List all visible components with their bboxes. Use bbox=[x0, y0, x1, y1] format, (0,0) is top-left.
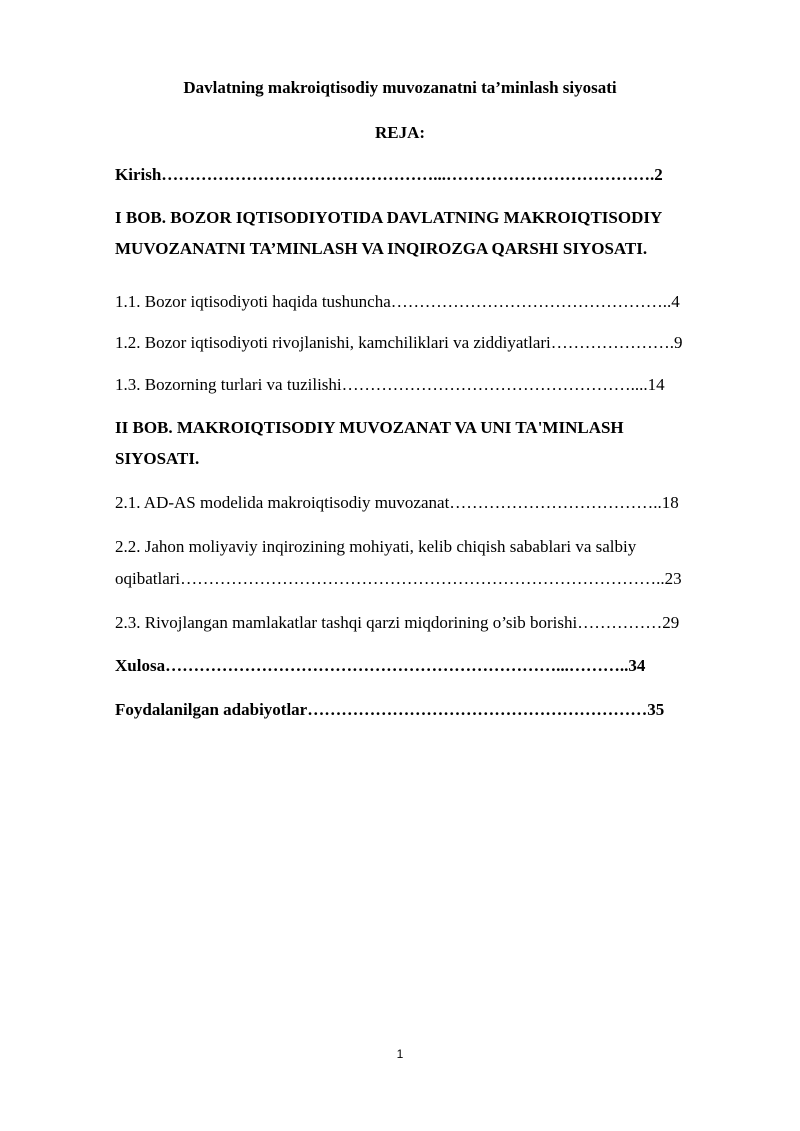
toc-chapter-1-line-2: MUVOZANATNI TA’MINLASH VA INQIROZGA QARSHI SIYOSATI. bbox=[115, 239, 648, 258]
toc-chapter-1-line-1: I BOB. BOZOR IQTISODIYOTIDA DAVLATNING MAKROIQTISODIY bbox=[115, 208, 663, 227]
toc-chapter-2-line-1: II BOB. MAKROIQTISODIY MUVOZANAT VA UNI TA'MINLASH bbox=[115, 418, 624, 437]
toc-entry-1-2: 1.2. Bozor iqtisodiyoti rivojlanishi, kamchiliklari va ziddiyatlari………………….9 bbox=[115, 333, 683, 352]
toc-chapter-1-heading bbox=[115, 202, 755, 264]
toc-entry-conclusion: Xulosa……………………………………………………………...………..34 bbox=[115, 656, 646, 675]
toc-entry-intro: Kirish…………………………………………...……………………………….2 bbox=[115, 165, 663, 184]
toc-entry-2-2-line-2: oqibatlari…………………………………………………………………………..23 bbox=[115, 569, 682, 588]
toc-entry-2-1: 2.1. AD-AS modelida makroiqtisodiy muvozanat………………………………..18 bbox=[115, 493, 679, 512]
toc-entry-references: Foydalanilgan adabiyotlar……………………………………………………35 bbox=[115, 700, 665, 719]
page-number: 1 bbox=[396, 1047, 404, 1061]
toc-entry-1-1: 1.1. Bozor iqtisodiyoti haqida tushuncha…………………………………………..4 bbox=[115, 292, 680, 311]
toc-entry-1-3: 1.3. Bozorning turlari va tuzilishi……………………………………………....14 bbox=[115, 375, 665, 394]
toc-entry-2-3: 2.3. Rivojlangan mamlakatlar tashqi qarzi miqdorining o’sib borishi……………29 bbox=[115, 613, 680, 632]
plan-heading: REJA: bbox=[374, 123, 426, 142]
document-title: Davlatning makroiqtisodiy muvozanatni ta’minlash siyosati bbox=[183, 78, 617, 97]
toc-chapter-2-heading bbox=[115, 412, 755, 474]
toc-entry-2-2-line-1: 2.2. Jahon moliyaviy inqirozining mohiyati, kelib chiqish sabablari va salbiy bbox=[115, 537, 637, 556]
toc-chapter-2-line-2: SIYOSATI. bbox=[115, 449, 200, 468]
